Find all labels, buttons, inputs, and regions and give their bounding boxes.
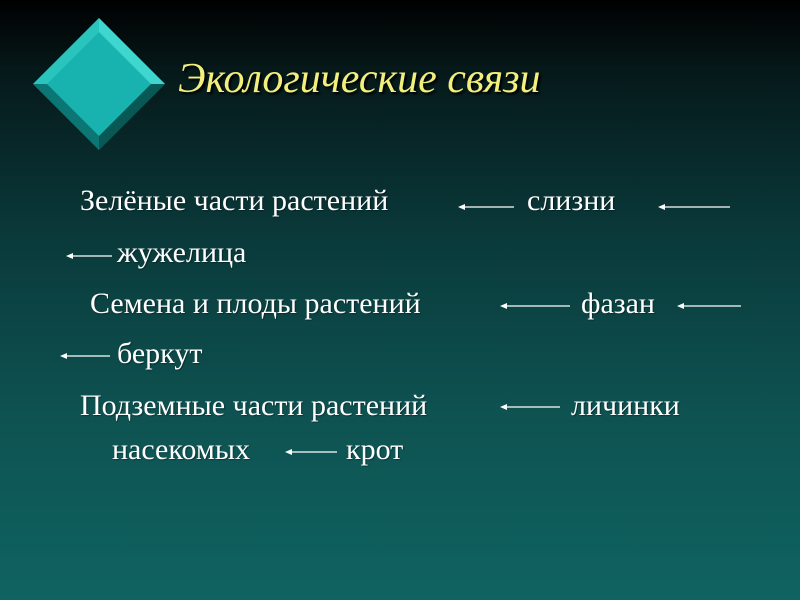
left-arrow-icon (500, 301, 570, 311)
text-seeds-fruits: Семена и плоды растений (90, 287, 421, 320)
text-green-parts: Зелёные части растений (80, 184, 389, 217)
text-underground-parts: Подземные части растений (80, 389, 428, 422)
text-golden-eagle: беркут (117, 337, 203, 370)
text-larvae: личинки (571, 389, 680, 422)
text-slugs: слизни (527, 184, 616, 217)
left-arrow-icon (677, 301, 741, 311)
text-pheasant: фазан (581, 287, 655, 320)
left-arrow-icon (285, 447, 337, 457)
left-arrow-icon (658, 202, 730, 212)
left-arrow-icon (66, 251, 112, 261)
slide-title: Экологические связи (178, 56, 541, 102)
text-mole: крот (346, 433, 404, 466)
left-arrow-icon (500, 402, 560, 412)
diamond-icon (33, 18, 165, 150)
text-ground-beetle: жужелица (117, 236, 247, 269)
text-insects: насекомых (112, 433, 250, 466)
left-arrow-icon (458, 202, 514, 212)
left-arrow-icon (60, 351, 110, 361)
